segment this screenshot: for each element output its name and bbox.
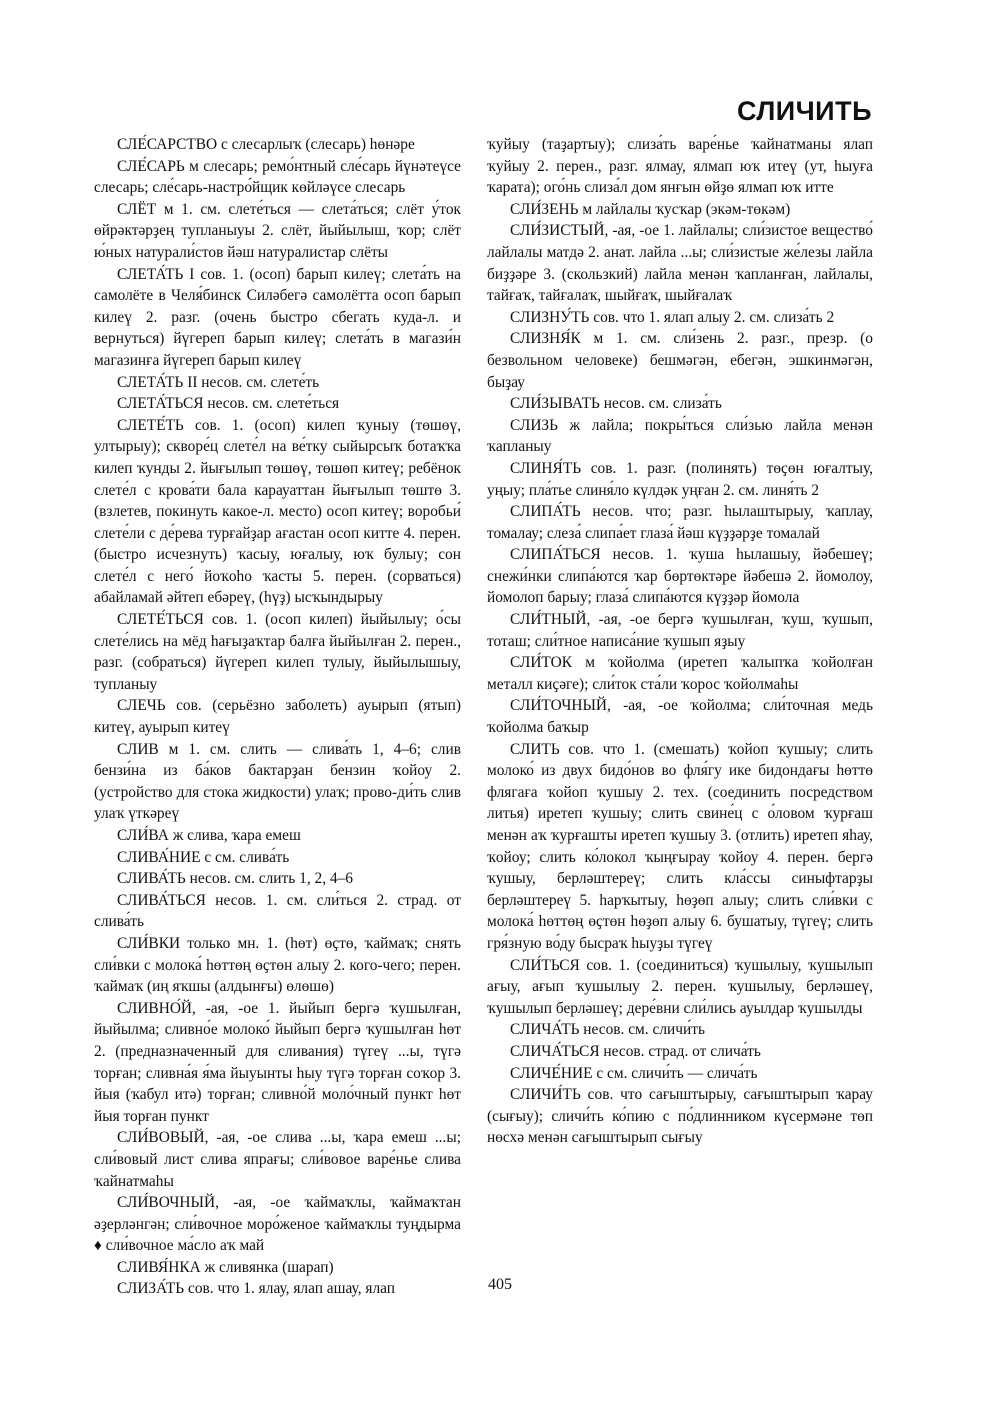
dictionary-entry: СЛЕ́САРЬ м слесарь; ремо́нтный сле́сарь йүнәтеүсе слесарь; сле́сарь-настро́йщик көйләүсе слесарь	[94, 157, 461, 197]
dictionary-entry: СЛИТЬ сов. что 1. (смешать) ҡойоп ҡушыу; слить молоко́ из двух бидо́нов во фля́гу ике бидондағы һөттө флягаға ҡойоп ҡушыу 2. тех. (соединить посредством литья) иретеп ҡушыу; слить свине́ц с о́ловом ҡурғаш менән аҡ ҡурғашты иретеп ҡушыу 3. (отлить) иретеп яһау, ҡойоу; слить ко́локол ҡыңғырау ҡойоу 4. перен. бергә ҡушыу, берләштереү; слить кла́ссы синыфтарҙы берләштереү 5. һарҡытыу, һөҙөп алыу; слить сли́вки с молока́ һөттөң өҫтөн һөҙөп алыу 6. бушатыу, түгеү; слить гря́зную во́ду бысраҡ һыуҙы түгеү	[487, 740, 873, 952]
dictionary-entry: СЛЕТА́ТЬСЯ несов. см. слете́ться	[117, 395, 340, 413]
dictionary-entry: СЛИЧА́ТЬСЯ несов. страд. от слича́ть	[510, 1042, 761, 1060]
dictionary-entry: СЛЁТ м 1. см. слете́ться — слета́ться; слёт у́ток өйрәктәрҙең тупланыуы 2. слёт, йыйылыш, ҡор; слёт ю́ных натурали́стов йәш натуралистар слёты	[94, 200, 461, 261]
dictionary-entry: СЛИНЯ́ТЬ сов. 1. разг. (полинять) төҫөн юғалтыу, уңыу; пла́тье слиня́ло күлдәк уңған 2. см. линя́ть 2	[487, 459, 873, 499]
dictionary-entry: СЛИПА́ТЬ несов. что; разг. һылаштырыу, ҡаплау, томалау; слеза́ слипа́ет глаза́ йәш күҙҙәрҙе томалай	[487, 503, 873, 542]
dictionary-entry: СЛИ́ВОЧНЫЙ, -ая, -ое ҡаймаҡлы, ҡаймаҡтан әҙерләнгән; сли́вочное моро́женое ҡаймаҡлы туңдырма ♦ сли́вочное ма́сло аҡ май	[94, 1194, 461, 1255]
dictionary-entry: СЛЕТЕ́ТЬСЯ сов. 1. (осоп килеп) йыйылыу; о́сы слете́лись на мёд һағыҙаҡтар балға йыйылған 2. перен., разг. (собраться) йүгереп килеп тулыу, йыйылышыу, тупланыу	[94, 611, 461, 693]
dictionary-entry: СЛИЗА́ТЬ сов. что 1. ялау, ялап ашау, ялап	[117, 1280, 396, 1298]
dictionary-entry: СЛИВ м 1. см. слить — слива́ть 1, 4–6; слив бензи́на из ба́ков бактарҙан бензин ҡойоу 2. (устройство для стока жидкости) улаҡ; прово-ди́ть слив улаҡ үткәреү	[94, 740, 461, 823]
dictionary-entry: СЛЕЧЬ сов. (серьёзно заболеть) ауырып (ятып) китеү, ауырып китеү	[94, 697, 461, 737]
page-number: 405	[488, 1276, 512, 1293]
dictionary-entry: СЛИ́ВОВЫЙ, -ая, -ое слива ...ы, ҡара емеш ...ы; сли́вовый лист слива япрағы; сли́вовое варе́нье слива ҡайнатмаһы	[94, 1129, 461, 1190]
dictionary-entry: СЛИВЯ́НКА ж сливянка (шарап)	[117, 1258, 334, 1276]
dictionary-entry: СЛИЧЕ́НИЕ с см. сличи́ть — слича́ть	[510, 1064, 758, 1082]
dictionary-entry: СЛЕТЕ́ТЬ сов. 1. (осоп) килеп ҡуныу (төшөү, ултырыу); скворе́ц слете́л на ве́тку сыйырсыҡ ботаҡҡа килеп ҡунды 2. йығылып төшөү, төшөп китеү; ребёнок слете́л с крова́ти бала карауаттан йығылып төштө 3. (взлетев, покинуть какое-л. место) осоп китеү; воробьи́ слете́ли с де́рева турғайҙар ағастан осоп китте 4. перен. (быстро исчезнуть) ҡасыу, юғалыу, юҡ булыу; сон слете́л с него́ йоҡоһо ҡасты 5. перен. (сорваться) абайламай әйтеп ебәреү, (һүҙ) ысҡындырыу	[94, 416, 461, 607]
dictionary-entry: ҡуйыу (таҙартыу); слиза́ть варе́нье ҡайнатманы ялап ҡуйыу 2. перен., разг. ялмау, ялмап юҡ итеү (ут, һыуға ҡарата); ого́нь слиза́л дом янғын өйҙө ялмап юҡ итте	[487, 136, 873, 197]
dictionary-entry: СЛИ́ЗЕНЬ м лайлалы ҡусҡар (экәм-төкәм)	[510, 200, 791, 218]
dictionary-entry: СЛИЧИ́ТЬ сов. что сағыштырыу, сағыштырып ҡарау (сығыу); сличи́ть ко́пию с по́длинником күсермәне төп нөсхә менән сағыштырып сығыу	[487, 1086, 873, 1147]
dictionary-entry: СЛИ́ТЬСЯ сов. 1. (соединиться) ҡушылыу, ҡушылып ағыу, ағып ҡушылыу 2. перен. ҡушылыу, берләшеү, ҡушылып берләшеү; дере́вни сли́лись ауылдар ҡушылды	[487, 956, 873, 1017]
dictionary-entry: СЛИВА́ТЬСЯ несов. 1. см. сли́ться 2. страд. от слива́ть	[94, 891, 461, 931]
dictionary-entry: СЛИВА́НИЕ с см. слива́ть	[117, 848, 290, 866]
right-column	[487, 134, 873, 1149]
dictionary-entry: СЛИ́ЗЫВАТЬ несов. см. слиза́ть	[510, 395, 722, 413]
dictionary-entry: СЛИ́ТОК м ҡойолма (иретеп ҡалыпҡа ҡойолған металл киҫәге); сли́ток ста́ли ҡорос ҡойолмаһы	[487, 654, 873, 693]
dictionary-entry: СЛЕТА́ТЬ I сов. 1. (осоп) барып килеү; слета́ть на самолёте в Челя́бинск Силәбегә самолётта осоп барып килеү 2. разг. (очень быстро сбегать куда-л. и вернуться) йүгереп барып килеү; слета́ть в магази́н магазинға йүгереп барып килеү	[94, 265, 461, 369]
left-column	[94, 134, 461, 1300]
dictionary-entry: СЛИВА́ТЬ несов. см. слить 1, 2, 4–6	[117, 870, 353, 888]
dictionary-entry: СЛИЗНУ́ТЬ сов. что 1. ялап алыу 2. см. слиза́ть 2	[510, 308, 835, 326]
dictionary-entry: СЛИ́ТОЧНЫЙ, -ая, -ое ҡойолма; сли́точная медь ҡойолма баҡыр	[487, 697, 873, 737]
dictionary-entry: СЛИЧА́ТЬ несов. см. сличи́ть	[510, 1021, 705, 1039]
dictionary-entry: СЛИЗНЯ́К м 1. см. сли́зень 2. разг., презр. (о безвольном человеке) бешмәгән, ебегән, эшкинмәгән, быҙау	[487, 330, 873, 391]
dictionary-entry: СЛИ́ВА ж слива, ҡара емеш	[117, 827, 301, 844]
dictionary-entry: СЛИ́ТНЫЙ, -ая, -ое бергә ҡушылған, ҡуш, ҡушып, тоташ; сли́тное написа́ние ҡушып яҙыу	[487, 611, 873, 650]
dictionary-entry: СЛИ́ЗИСТЫЙ, -ая, -ое 1. лайлалы; сли́зистое вещество́ лайлалы матдә 2. анат. лайла ...ы; сли́зистые же́лезы лайла биҙҙәре 3. (скользкий) лайла менән ҡапланған, лайлалы, тайғаҡ, тайғалаҡ, шыйғаҡ, шыйғалаҡ	[487, 222, 873, 305]
dictionary-entry: СЛЕ́САРСТВО с слесарлыҡ (слесарь) һөнәре	[117, 136, 415, 153]
dictionary-entry: СЛЕТА́ТЬ II несов. см. слете́ть	[117, 373, 320, 391]
dictionary-entry: СЛИПА́ТЬСЯ несов. 1. ҡуша һылашыу, йәбешеү; снежи́нки слипа́ются ҡар бөртөктәре йәбешә 2. йомолоу, йомолоп барыу; глаза́ слипа́ются күҙҙәр йомола	[487, 546, 873, 607]
dictionary-entry: СЛИЗЬ ж лайла; покры́ться сли́зью лайла менән ҡапланыу	[487, 416, 873, 456]
dictionary-entry: СЛИ́ВКИ только мн. 1. (һөт) өҫтө, ҡаймаҡ; снять сли́вки с молока́ һөттөң өҫтөн алыу 2. кого-чего; перен. ҡаймаҡ (иң яҡшы (алдынғы) өлөшө)	[94, 934, 461, 996]
running-header: СЛИЧИТЬ	[737, 96, 872, 126]
dictionary-entry: СЛИВНО́Й, -ая, -ое 1. йыйып бергә ҡушылған, йыйылма; сливно́е молоко́ йыйып бергә ҡушылған һөт 2. (предназначенный для сливания) түгеү ...ы, түгә торған; сливна́я я́ма йыуынты һыу түгә торған соҡор 3. йыя (ҡабул итә) торған; сливно́й моло́чный пункт һөт йыя торған пункт	[94, 999, 461, 1125]
